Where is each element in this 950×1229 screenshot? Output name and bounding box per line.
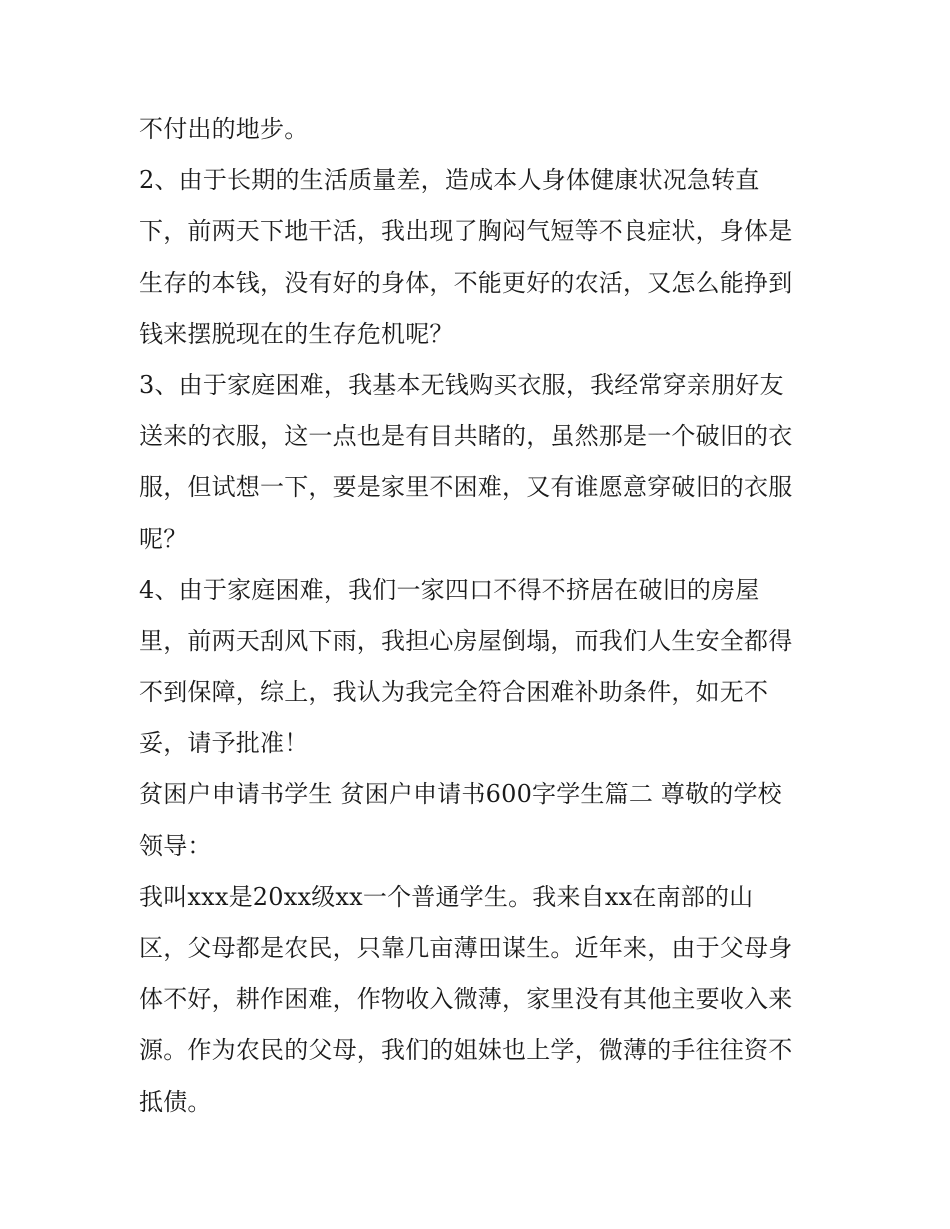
text-line: 抵债。	[139, 1087, 212, 1116]
text-line: 体不好，耕作困难，作物收入微薄，家里没有其他主要收入来	[139, 985, 793, 1014]
text-line: 区，父母都是农民，只靠几亩薄田谋生。近年来，由于父母身	[139, 934, 793, 962]
text-line: 领导：	[139, 831, 212, 860]
text-line: 里，前两天刮风下雨，我担心房屋倒塌，而我们人生安全都得	[139, 626, 793, 655]
text-line: 下，前两天下地干活，我出现了胸闷气短等不良症状，身体是	[139, 217, 793, 246]
text-line: 贫困户申请书学生 贫困户申请书600字学生篇二 尊敬的学校	[139, 780, 782, 809]
text-line: 3、由于家庭困难，我基本无钱购买衣服，我经常穿亲朋好友	[139, 370, 784, 399]
text-line: 源。作为农民的父母，我们的姐妹也上学，微薄的手往往资不	[139, 1036, 793, 1065]
text-line: 生存的本钱，没有好的身体，不能更好的农活，又怎么能挣到	[139, 268, 793, 297]
document-body	[139, 104, 829, 1128]
text-line: 送来的衣服，这一点也是有目共睹的，虽然那是一个破旧的衣	[139, 422, 793, 451]
text-line: 钱来摆脱现在的生存危机呢？	[139, 319, 454, 348]
text-line: 我叫xxx是20xx级xx一个普通学生。我来自xx在南部的山	[139, 882, 754, 911]
text-line: 2、由于长期的生活质量差，造成本人身体健康状况急转直	[139, 166, 760, 195]
text-line: 4、由于家庭困难，我们一家四口不得不挤居在破旧的房屋	[139, 575, 760, 604]
text-line: 不付出的地步。	[139, 115, 309, 143]
text-line: 妥，请予批准！	[139, 729, 309, 758]
text-line: 不到保障，综上，我认为我完全符合困难补助条件，如无不	[139, 678, 769, 707]
text-line: 服，但试想一下，要是家里不困难，又有谁愿意穿破旧的衣服	[139, 473, 793, 502]
text-line: 呢？	[139, 524, 188, 553]
